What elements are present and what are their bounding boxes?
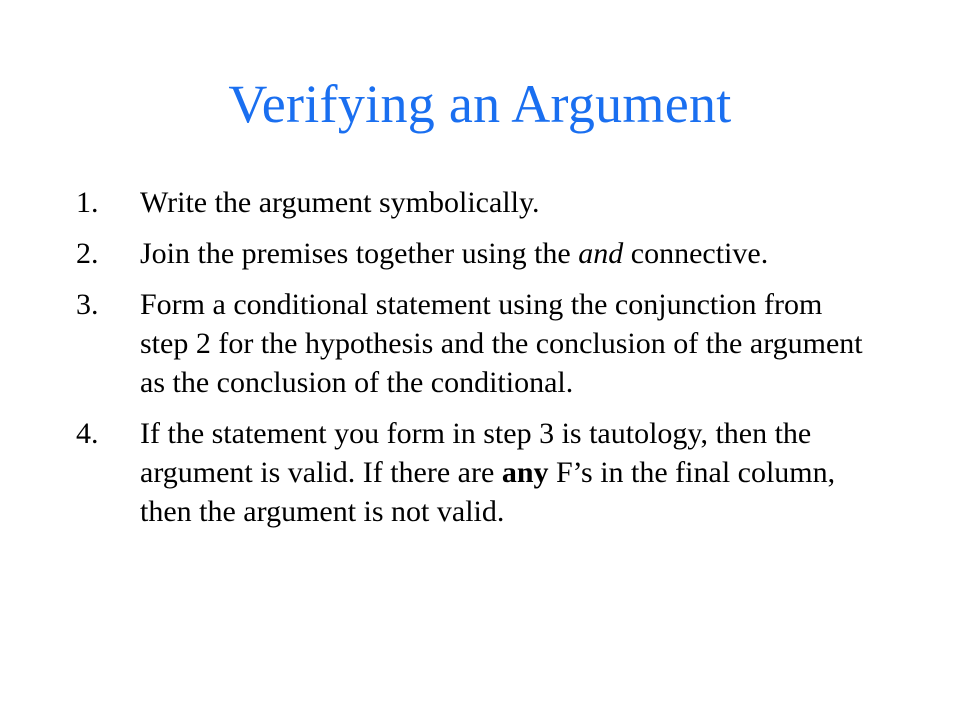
step-text-segment: connective. xyxy=(623,237,769,270)
steps-list xyxy=(76,183,876,543)
step-number: 4. xyxy=(76,417,99,450)
step-item xyxy=(76,183,876,222)
slide-title: Verifying an Argument xyxy=(228,74,732,134)
step-item xyxy=(76,285,876,402)
step-text-bold: any xyxy=(501,456,549,489)
step-text xyxy=(140,285,876,402)
step-text-italic: and xyxy=(578,237,624,270)
step-text-segment: If the statement you form in step 3 is tautology, then the argument is valid. If there are xyxy=(140,417,812,489)
step-text-segment: Join the premises together using the xyxy=(140,237,579,270)
step-text-segment: F’s in the final column, then the argument is not valid. xyxy=(140,456,836,528)
step-number: 1. xyxy=(76,186,99,219)
step-text xyxy=(140,414,876,531)
step-text xyxy=(140,183,876,222)
step-item xyxy=(76,414,876,531)
step-number: 2. xyxy=(76,237,99,270)
step-text xyxy=(140,234,876,273)
step-text-segment: Form a conditional statement using the conjunction from step 2 for the hypothesis and the conclusion of the argument as the conclusion of the conditional. xyxy=(140,288,863,399)
step-text-segment: Write the argument symbolically. xyxy=(140,186,540,219)
step-number: 3. xyxy=(76,288,99,321)
step-item xyxy=(76,234,876,273)
